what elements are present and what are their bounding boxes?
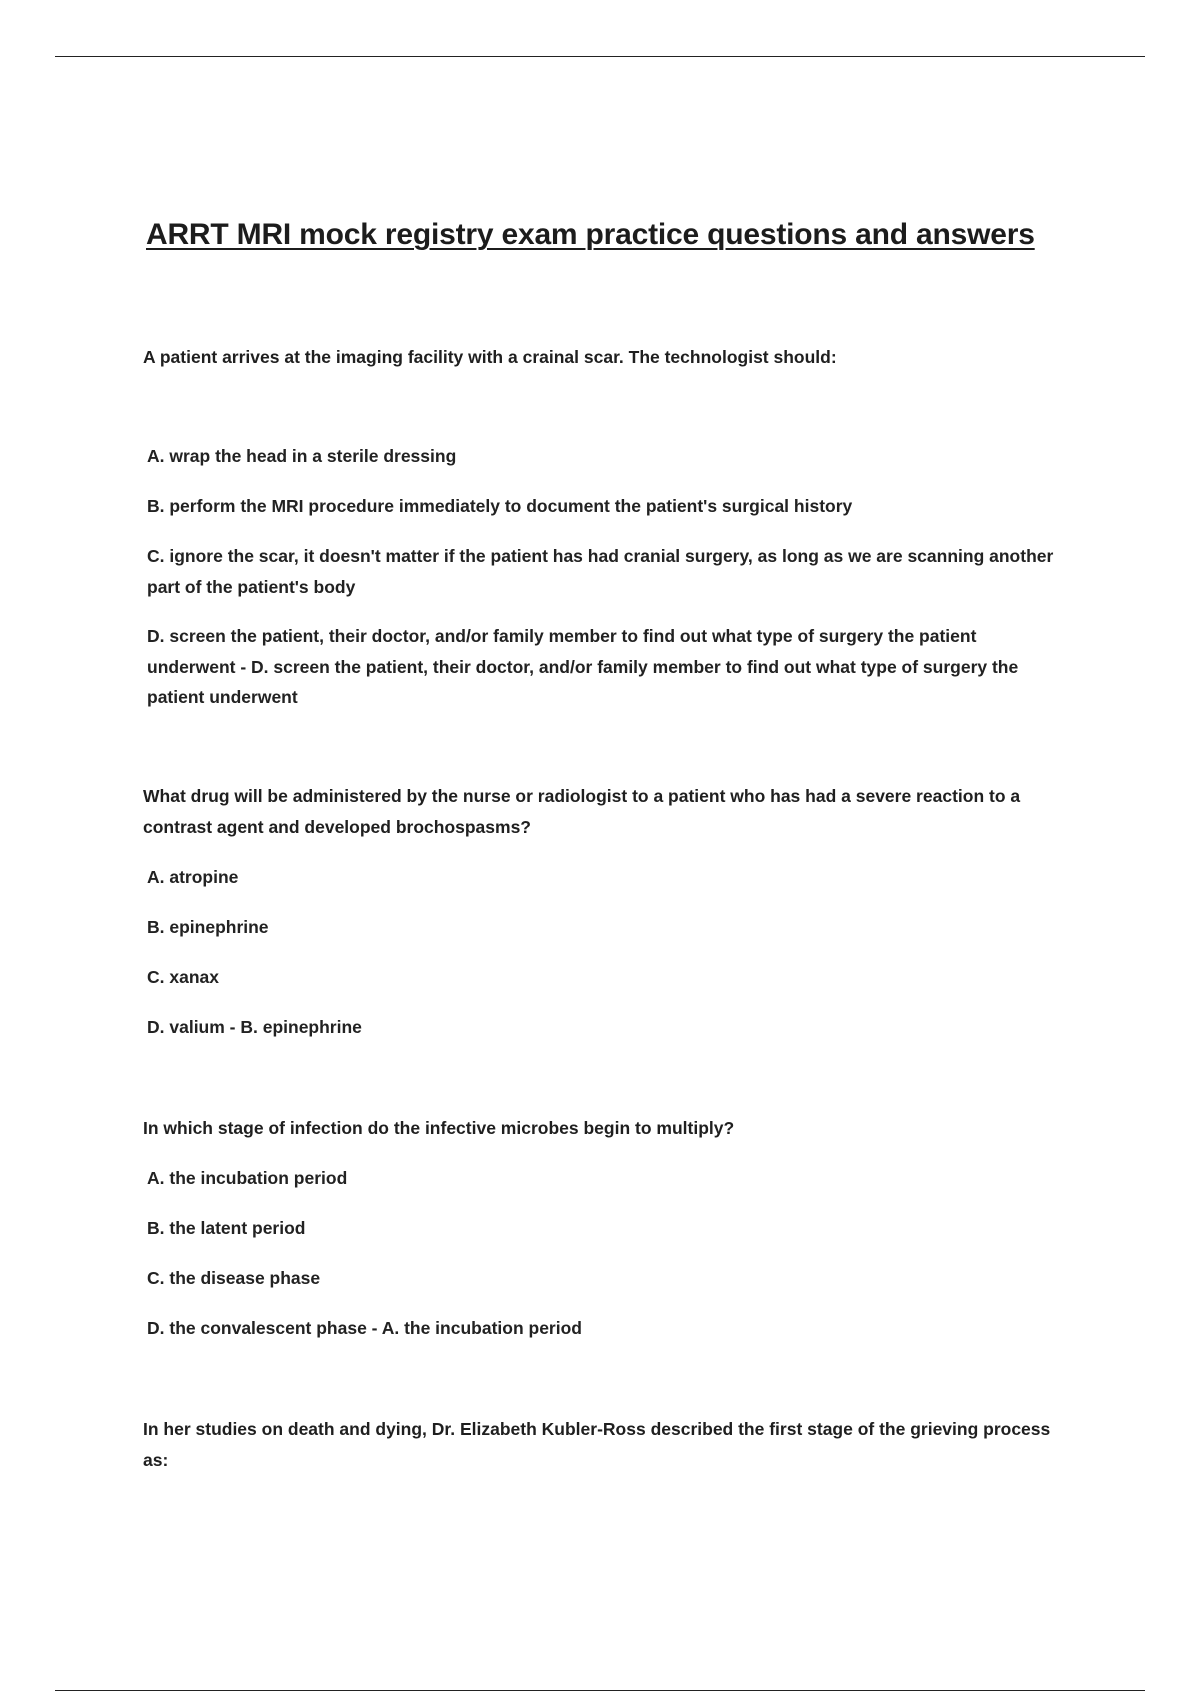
question-2-option-d: D. valium - B. epinephrine (147, 1017, 362, 1037)
bottom-rule (55, 1690, 1145, 1691)
question-1-text: A patient arrives at the imaging facility with a crainal scar. The technologist should: (143, 347, 837, 367)
question-3-option-d: D. the convalescent phase - A. the incubation period (147, 1318, 582, 1338)
question-1-option-c: C. ignore the scar, it doesn't matter if the patient has had cranial surgery, as long as we are scanning another part of the patient's body (147, 546, 1054, 597)
question-3-option-c: C. the disease phase (147, 1268, 321, 1288)
question-2-option-b: B. epinephrine (147, 917, 269, 937)
question-2-text: What drug will be administered by the nurse or radiologist to a patient who has had a severe reaction to a contrast agent and developed brochospasms? (143, 786, 1021, 837)
question-1-option-a: A. wrap the head in a sterile dressing (147, 446, 457, 466)
document-title: ARRT MRI mock registry exam practice questions and answers (146, 218, 1035, 251)
question-2-option-c: C. xanax (147, 967, 219, 987)
question-4-text: In her studies on death and dying, Dr. Elizabeth Kubler-Ross described the first stage of the grieving process as: (143, 1419, 1051, 1470)
question-1-option-b: B. perform the MRI procedure immediately to document the patient's surgical history (147, 496, 853, 516)
question-1-option-d: D. screen the patient, their doctor, and/or family member to find out what type of surgery the patient underwent - D. screen the patient, their doctor, and/or family member to find out what type of surgery the patient underwent (147, 626, 1019, 707)
question-3-text: In which stage of infection do the infective microbes begin to multiply? (143, 1118, 735, 1138)
top-rule (55, 56, 1145, 57)
question-2-option-a: A. atropine (147, 867, 239, 887)
question-3-option-a: A. the incubation period (147, 1168, 348, 1188)
question-3-option-b: B. the latent period (147, 1218, 306, 1238)
